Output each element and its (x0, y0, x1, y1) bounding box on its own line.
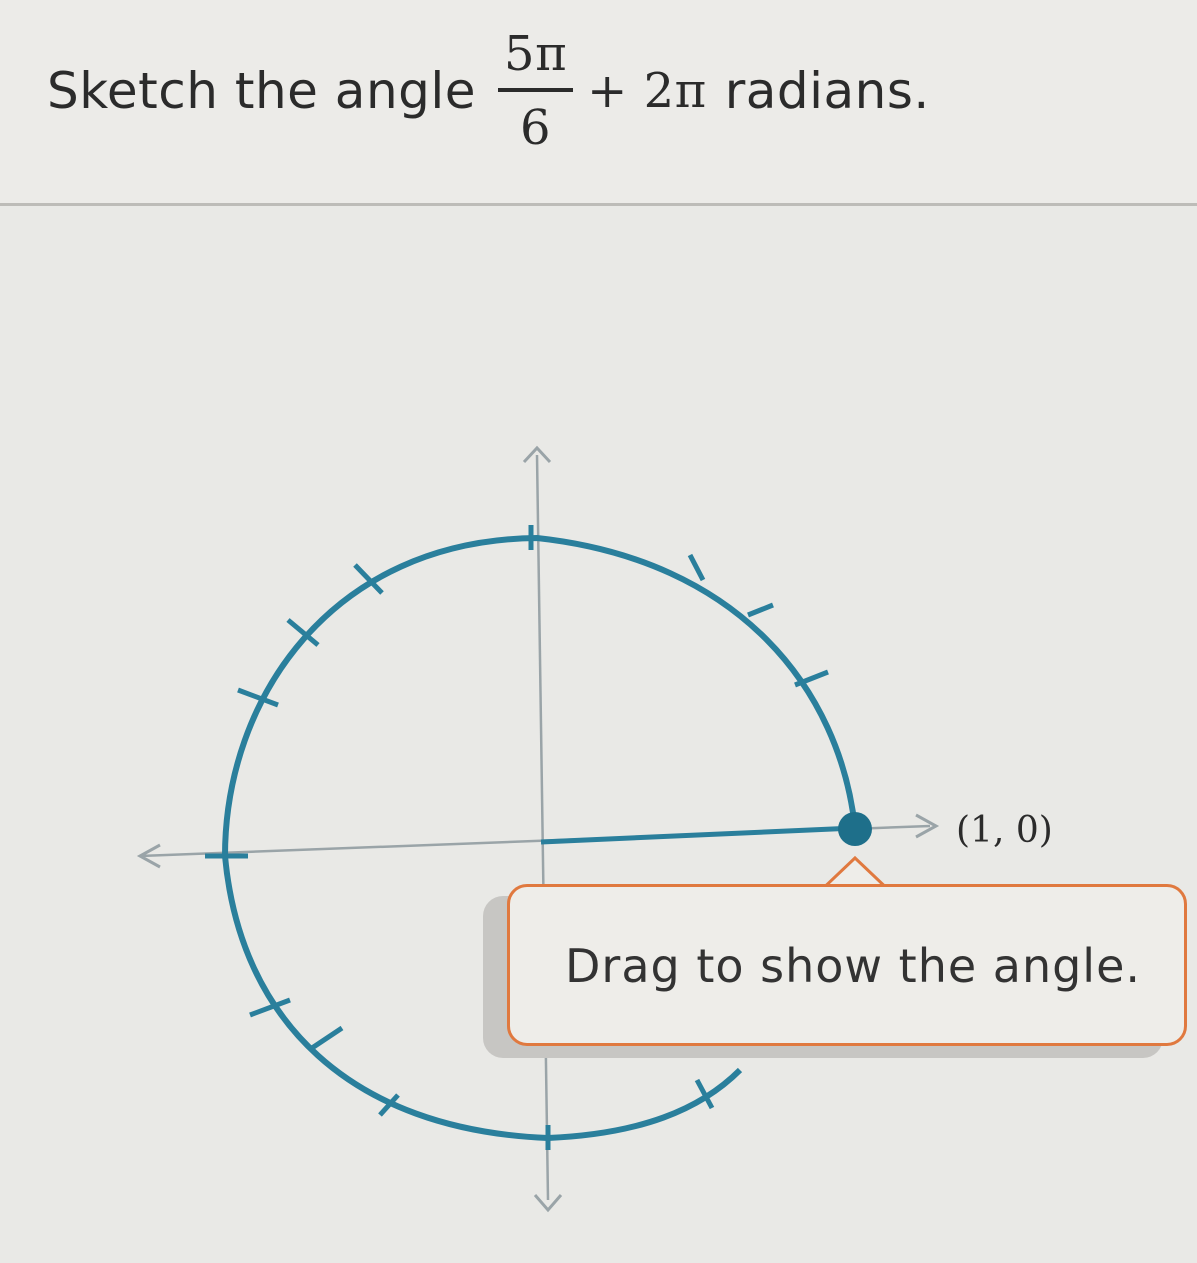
fraction-denominator: 6 (520, 100, 552, 156)
point-label: (1, 0) (956, 810, 1053, 851)
tick-225deg (312, 1028, 342, 1048)
callout-text: Drag to show the angle. (565, 939, 1142, 993)
tick-marks (205, 525, 828, 1150)
prompt-prefix: Sketch the angle (47, 62, 477, 120)
fraction-numerator: 5π (504, 26, 568, 82)
angle-drag-handle[interactable] (838, 812, 872, 846)
tick-45deg (748, 605, 773, 615)
drag-hint-callout (507, 884, 1187, 1046)
prompt-suffix: radians. (724, 62, 930, 120)
tick-60deg (690, 555, 703, 580)
angle-terminal-side (541, 828, 855, 842)
y-axis (537, 455, 548, 1200)
angle-addend: + 2π (587, 63, 707, 119)
